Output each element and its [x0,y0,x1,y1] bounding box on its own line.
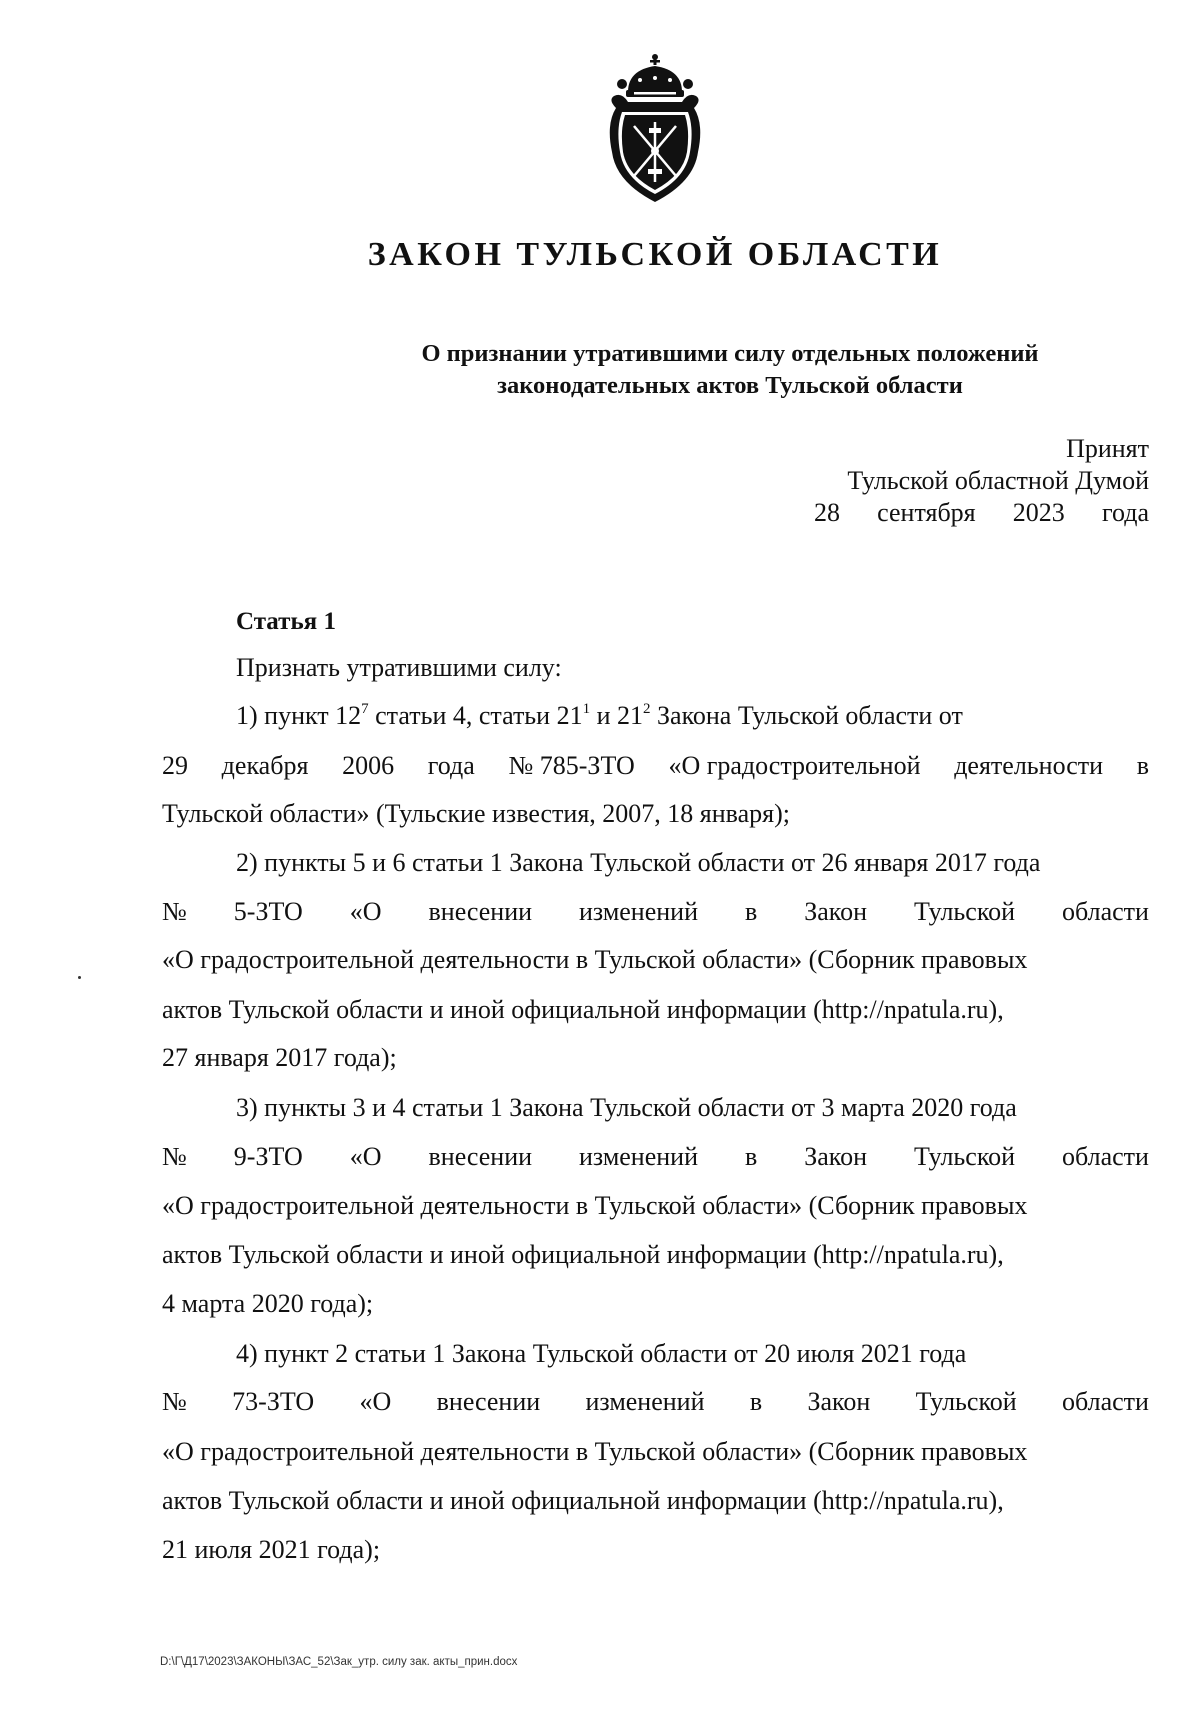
date-word: года [1101,498,1149,527]
law-subject-line-2: законодательных актов Тульской области [497,372,963,399]
item-4-line-2: № 73-ЗТО «О внесении изменений в Закон Тульской области [162,1387,1149,1416]
date-month: сентября [877,498,976,527]
article-heading: Статья 1 [236,608,336,635]
law-title: ЗАКОН ТУЛЬСКОЙ ОБЛАСТИ [367,236,943,273]
date-day: 28 [814,498,840,527]
date-year: 2023 [1012,498,1065,527]
item-2-line-2: № 5-ЗТО «О внесении изменений в Закон Тульской области [162,897,1149,926]
item-1-line-3: Тульской области» (Тульские известия, 2007, 18 января); [162,799,790,828]
footer-file-path: D:\Г\Д17\2023\ЗАКОНЫ\ЗАС_52\Зак_утр. силу зак. акты_прин.docx [160,1656,518,1668]
item-3-line-4: актов Тульской области и иной официальной информации (http://npatula.ru), [162,1240,1004,1269]
coat-of-arms-icon [598,52,712,208]
item-2-line-4: актов Тульской области и иной официальной информации (http://npatula.ru), [162,995,1004,1024]
adopted-label: Принят [1066,434,1149,463]
adopting-body: Тульской областной Думой [847,466,1149,495]
item-4-line-5: 21 июля 2021 года); [162,1535,381,1564]
item-3-line-2: № 9-ЗТО «О внесении изменений в Закон Тульской области [162,1142,1149,1171]
item-3-line-1: 3) пункты 3 и 4 статьи 1 Закона Тульской области от 3 марта 2020 года [236,1093,1017,1122]
item-4-line-4: актов Тульской области и иной официальной информации (http://npatula.ru), [162,1486,1004,1515]
item-2-line-5: 27 января 2017 года); [162,1043,397,1072]
article-intro: Признать утратившими силу: [236,653,562,682]
law-subject-line-1: О признании утратившими силу отдельных положений [421,340,1039,367]
item-3-line-5: 4 марта 2020 года); [162,1289,374,1318]
scan-speck [78,976,81,979]
item-4-line-3: «О градостроительной деятельности в Тульской области» (Сборник правовых [162,1437,1028,1466]
item-4-line-1: 4) пункт 2 статьи 1 Закона Тульской области от 20 июля 2021 года [236,1339,967,1368]
item-3-line-3: «О градостроительной деятельности в Тульской области» (Сборник правовых [162,1191,1028,1220]
item-2-line-3: «О градостроительной деятельности в Тульской области» (Сборник правовых [162,945,1028,974]
adoption-date [814,498,1149,528]
item-2-line-1: 2) пункты 5 и 6 статьи 1 Закона Тульской области от 26 января 2017 года [236,848,1041,877]
item-1-line-2: 29 декабря 2006 года № 785-ЗТО «О градостроительной деятельности в [162,751,1149,780]
item-1-line-1: 1) пункт $12^7$ статьи 4, статьи $21^1$ и $21^2$ Закона Тульской области от [236,701,963,730]
